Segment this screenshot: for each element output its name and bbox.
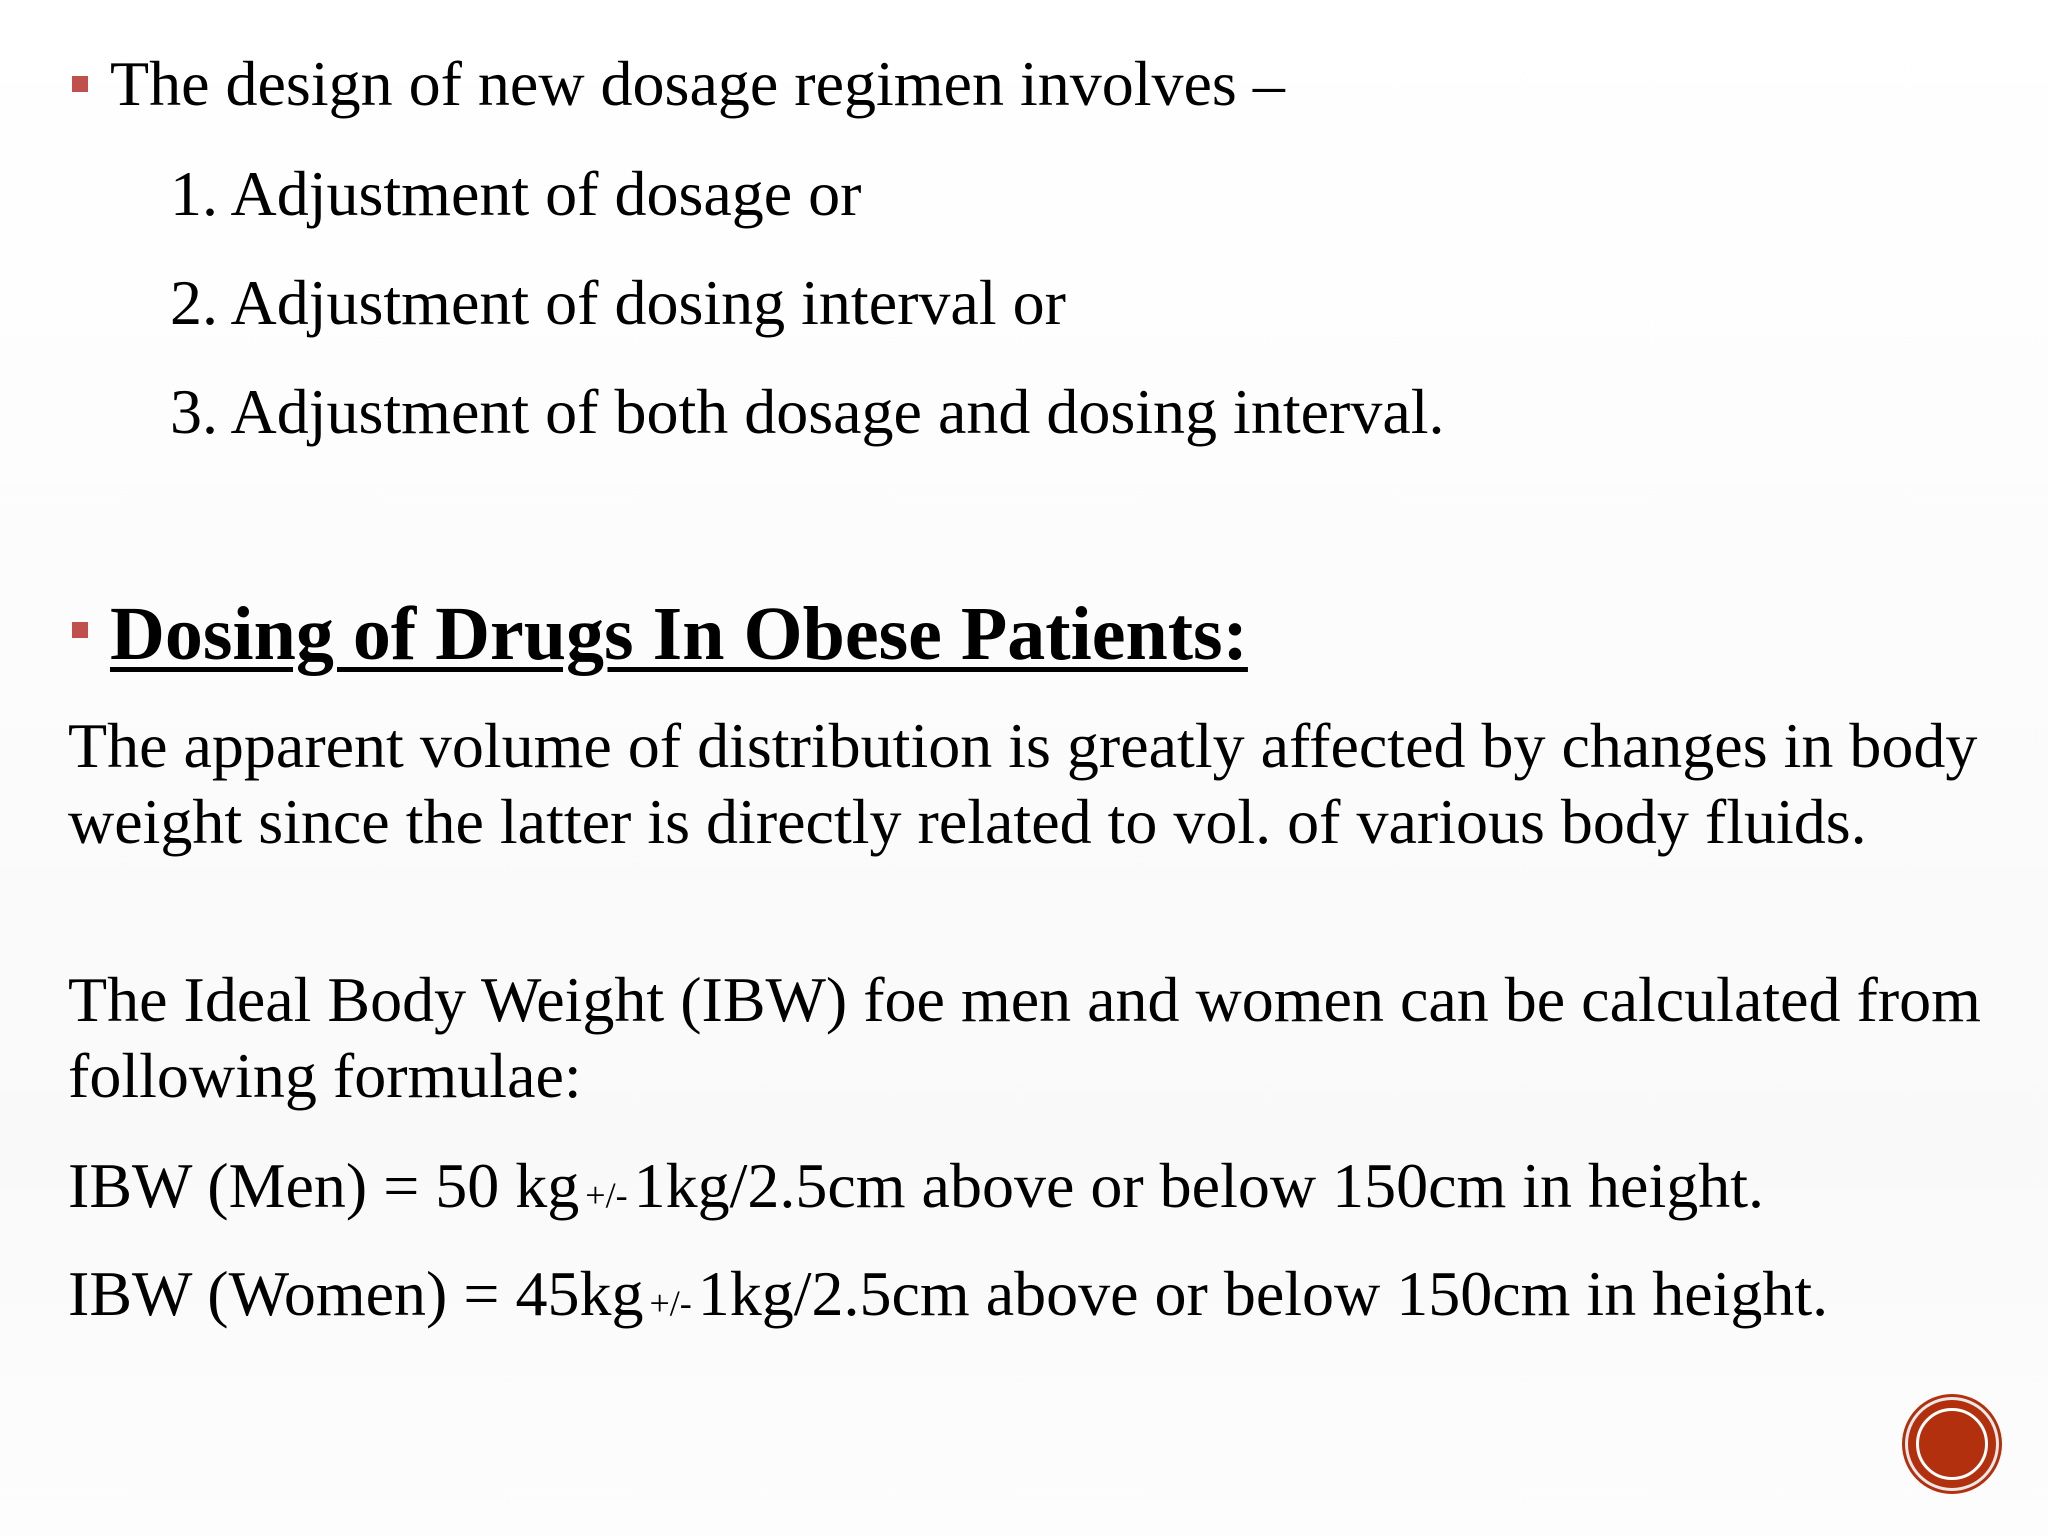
paragraph-ibw-intro: The Ideal Body Weight (IBW) foe men and women can be calculated from following formulae:: [68, 964, 1981, 1111]
paragraph-volume-distribution: The apparent volume of distribution is greatly affected by changes in body weight since the latter is directly related to vol. of various body fluids.: [68, 710, 1978, 857]
list-item-1: 1. Adjustment of dosage or: [170, 158, 862, 229]
formula-women-prefix: IBW (Women) = 45kg: [68, 1258, 644, 1329]
nav-circle-icon: [1916, 1408, 1988, 1480]
square-bullet-icon: [72, 76, 88, 92]
intro-bullet-text: The design of new dosage regimen involves –: [110, 48, 1285, 119]
formula-men-sign: +/-: [585, 1175, 628, 1215]
formula-women-suffix: 1kg/2.5cm above or below 150cm in height.: [697, 1258, 1829, 1329]
formula-men-prefix: IBW (Men) = 50 kg: [68, 1150, 580, 1221]
list-item-2: 2. Adjustment of dosing interval or: [170, 267, 1066, 338]
square-bullet-icon: [72, 622, 88, 638]
formula-women-sign: +/-: [649, 1283, 692, 1323]
formula-women: [68, 1258, 1829, 1329]
formula-men: [68, 1150, 1765, 1221]
nav-circle-button[interactable]: [1908, 1400, 1996, 1488]
list-item-3: 3. Adjustment of both dosage and dosing interval.: [170, 376, 1445, 447]
section-heading: Dosing of Drugs In Obese Patients:: [110, 592, 1248, 676]
formula-men-suffix: 1kg/2.5cm above or below 150cm in height.: [633, 1150, 1765, 1221]
